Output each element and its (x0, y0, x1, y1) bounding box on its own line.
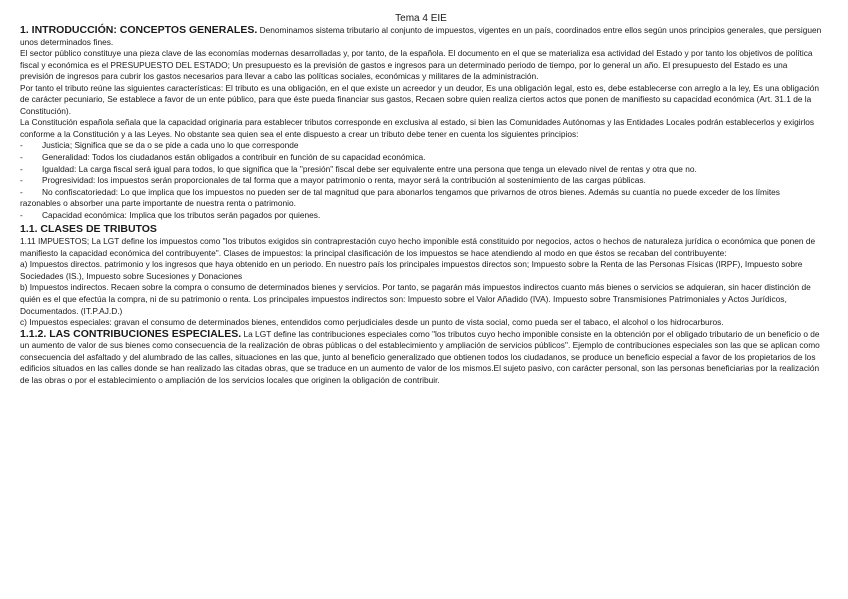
list-dash: - (20, 209, 23, 220)
principle-progresividad: Progresividad: los impuestos serán proporcionales de tal forma que a mayor patrimonio o renta, mayor será la contribución al sostenimiento de las cargas públicas. (42, 175, 646, 186)
list-item (20, 175, 822, 187)
paragraph-impuestos-directos: a) Impuestos directos. patrimonio y los ingresos que haya obtenido en un periodo. En nuestro país los principales impuestos directos son; Impuesto sobre la Renta de las Personas Físicas (IRPF), Impuesto sobre Sociedades (IS.), Impuesto sobre Sucesiones y Donaciones (20, 259, 803, 281)
section-heading-clases-tributos: 1.1. CLASES DE TRIBUTOS (20, 223, 157, 236)
contribuciones-text: La LGT define las contribuciones especiales como "los tributos cuyo hecho imponible consiste en la obtención por el obligado tributario de un beneficio o de un aumento de valor de sus bienes como consecuencia de la realización de obras públicas o del establecimiento y ampliación de servicios públicos". Ejemplo de contribuciones especiales son las que se aplican como consecuencia del asfaltado y del alumbrado de las calles, situaciones en las que, junto al beneficio generalizado que obtienen todos los ciudadanos, se produce un beneficio especial a favor de los propietarios de los edificios situados en las calles donde se han realizado las citadas obras, que se traduce en un aumento de valor de los mismos.El sujeto pasivo, con carácter personal, son las personas beneficiarias por la realización de las obras o por el establecimiento o ampliación de los servicios locales que originen la obligación de contribuir. (20, 328, 820, 385)
list-dash: - (20, 140, 23, 151)
list-dash: - (20, 152, 23, 163)
document-title: Tema 4 EIE (395, 13, 447, 24)
list-item (20, 210, 822, 222)
principle-generalidad: Generalidad: Todos los ciudadanos están obligados a contribuir en función de su capacidad económica. (42, 152, 426, 163)
principle-igualdad: Igualdad: La carga fiscal será igual para todos, lo que significa que la "presión" fiscal debe ser equivalente entre una persona que tenga un elevado nivel de rentas y otra que no. (42, 163, 697, 174)
section-heading-contribuciones: 1.1.2. LAS CONTRIBUCIONES ESPECIALES. (20, 327, 242, 340)
paragraph-caracteristicas-tributo: Por tanto el tributo reúne las siguientes características: El tributo es una obligación, en el que existe un acreedor y un deudor, Es una obligación legal, esto es, debe establecerse con arreglo a la ley, Es una obligación de carácter pecuniario, Se establece a favor de un ente público, para que éste pueda financiar sus gastos, Recaen sobre quien realiza ciertos actos que ponen de manifiesto su capacidad económica (Art. 31.1 de la Constitución). (20, 82, 820, 116)
paragraph-contribuciones-especiales (20, 329, 822, 387)
list-item (20, 164, 822, 176)
paragraph-impuestos-especiales: c) Impuestos especiales: gravan el consumo de determinados bienes, entendidos como perjudiciales desde un punto de vista social, como pueda ser el tabaco, el alcohol o los hidrocarburos. (20, 317, 724, 328)
paragraph-constitucion: La Constitución española señala que la capacidad originaria para establecer tributos corresponde en exclusiva al estado, si bien las Comunidades Autónomas y las Entidades Locales podrán establecerlos y exigirlos conforme a la Constitución y a las Leyes. No obstante sea quien sea el ente dispuesto a crear un tributo debe tener en cuenta los siguientes principios: (20, 117, 815, 139)
paragraph-sector-publico: El sector público constituye una pieza clave de las economías modernas desarrolladas y, por tanto, de la española. El documento en el que se materializa esa actividad del Estado y por tanto los objetivos de política fiscal y económica es el PRESUPUESTO DEL ESTADO; Un presupuesto es la previsión de gastos e ingresos para un determinado periodo de tiempo, por lo general un año. El presupuesto del Estado es una previsión de ingresos para cubrir los gastos necesarios para llevar a cabo las políticas sociales, económicas y militares de la administración. (20, 48, 813, 82)
paragraph-impuestos-indirectos: b) Impuestos indirectos. Recaen sobre la compra o consumo de determinados bienes y servicios. Por tanto, se pagarán más impuestos indirectos cuanto más bienes o servicios se adquieran, sin hacer distinción de quién es el que efectúa la compra, ni de su patrimonio o renta. Los principales impuestos indirectos son: Impuesto sobre el Valor Añadido (IVA). Impuesto sobre Transmisiones Patrimoniales y Actos Jurídicos, Documentados. (IT.P.AJ.D.) (20, 282, 811, 316)
list-dash: - (20, 163, 23, 174)
principle-capacidad-economica: Capacidad económica: Implica que los tributos serán pagados por quienes. (42, 209, 321, 220)
list-item (20, 140, 822, 152)
principle-no-confiscatoriedad: No confiscatoriedad: Lo que implica que los impuestos no pueden ser de tal magnitud que para abonarlos tengamos que privarnos de otros bienes. Además su cuantía no puede exceder de los límites razonables o absorber una parte importante de nuestra renta o patrimonio. (20, 186, 780, 209)
intro-paragraph (20, 25, 822, 48)
list-item (20, 152, 822, 164)
list-dash: - (20, 175, 23, 186)
section-heading-introduccion: 1. INTRODUCCIÓN: CONCEPTOS GENERALES. (20, 24, 258, 36)
paragraph-impuestos: 1.11 IMPUESTOS; La LGT define los impuestos como "los tributos exigidos sin contraprestación cuyo hecho imponible está constituido por negocios, actos o hechos de naturaleza jurídica o económica que ponen de manifiesto la capacidad económica del contribuyente". Clases de impuestos: la principal clasificación de los impuestos se hace atendiendo al modo en que éstos se recaban del contribuyente: (20, 236, 816, 258)
list-item (20, 187, 822, 210)
principles-list (20, 140, 822, 221)
intro-text: Denominamos sistema tributario al conjunto de impuestos, vigentes en un país, coordinados entre ellos según unos principios generales, que persiguen unos determinados fines. (20, 25, 822, 47)
list-dash: - (20, 186, 23, 197)
principle-justicia: Justicia; Significa que se da o se pide a cada uno lo que corresponde (42, 140, 299, 151)
